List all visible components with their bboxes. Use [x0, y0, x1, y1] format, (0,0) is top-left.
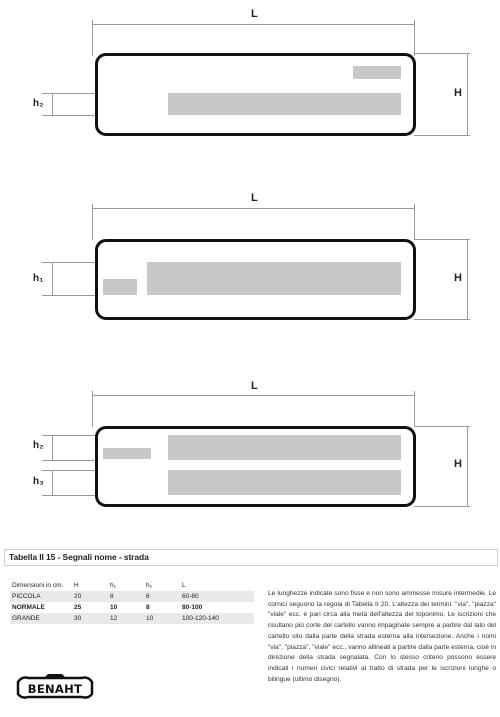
upper-name-placeholder [168, 435, 401, 460]
table-header-row [10, 580, 254, 591]
h-upper-dimension-line [52, 435, 53, 461]
benaht-logo [14, 674, 96, 700]
width-dimension-line [92, 208, 415, 209]
height-dimension-line [467, 53, 468, 136]
name-placeholder [168, 93, 401, 115]
table-row [10, 591, 254, 602]
table-caption-bar [4, 549, 498, 566]
height-label: H [454, 87, 462, 99]
height-dimension-line [467, 239, 468, 320]
table-cell: 80-100 [182, 604, 203, 611]
height-tick-bottom [414, 319, 470, 320]
height-dimension-line [467, 426, 468, 507]
width-tick-right [414, 20, 415, 56]
width-tick-right [414, 204, 415, 240]
table-cell: 8 [146, 604, 150, 611]
table-cell: 12 [108, 613, 144, 624]
width-label: L [251, 8, 258, 20]
table-row [10, 613, 254, 624]
h-upper-label: h₂ [33, 440, 44, 451]
prefix-placeholder [103, 448, 151, 459]
width-tick-left [92, 20, 93, 56]
prefix-placeholder [103, 279, 137, 295]
number-placeholder [353, 66, 401, 79]
h-lower-label: h₃ [33, 476, 44, 487]
table-header-cell: h₁ [110, 582, 116, 589]
table-cell: 6 [144, 591, 180, 602]
height-label: H [454, 458, 462, 470]
table-header-cell: L [182, 582, 186, 589]
width-dimension-line [92, 24, 415, 25]
table-cell: 60-80 [180, 591, 254, 602]
name-placeholder [147, 262, 401, 295]
h-lower-dimension-line [52, 470, 53, 496]
table-header-cell: h₂ [146, 582, 153, 589]
table-cell: 10 [144, 613, 180, 624]
table-header-cell: H [74, 582, 79, 589]
height-label: H [454, 272, 462, 284]
height-tick-top [414, 426, 470, 427]
table-caption: Tabella II 15 - Segnali nome - strada [9, 552, 149, 562]
width-tick-left [92, 204, 93, 240]
table-cell: 10 [110, 604, 118, 611]
table-cell: NORMALE [12, 604, 45, 611]
table-cell: 100-120-140 [180, 613, 254, 624]
h-label: h₂ [33, 98, 44, 109]
height-tick-bottom [414, 506, 470, 507]
width-label: L [251, 380, 258, 392]
table-cell: PICCOLA [10, 591, 72, 602]
height-tick-top [414, 53, 470, 54]
height-tick-top [414, 239, 470, 240]
explanatory-note: Le lunghezze indicate sono fisse e non sono ammesse misure intermedie. Le cornici seguono la regola di Tabella II 20. L'altezza dei termini: "via", "piazza" "viale" ecc. è pari circa alla metà dell'altezza del toponimo. Le iscrizioni che risultano più corte del cartello vanno impaginate sempre a partire dal lato del cartello sito dalla parte della strada esterna alla intersezione. Anche i nomi "via", "piazza", "viale" ecc., vanno allineati a partire dalla parte esterna, cioè in direzione della strada segnalata. Con lo stesso criterio possono essere indicati i numeri civici relativi al tratto di strada per le iscrizioni lunghe o bilingue (ultimo disegno). [268, 590, 496, 683]
lower-name-placeholder [168, 470, 401, 495]
h-label: h₁ [33, 273, 44, 284]
width-dimension-line [92, 395, 415, 396]
h-dimension-line [52, 262, 53, 296]
width-tick-right [414, 391, 415, 427]
table-cell: 30 [72, 613, 108, 624]
height-tick-bottom [414, 135, 470, 136]
width-label: L [251, 192, 258, 204]
width-tick-left [92, 391, 93, 427]
table-header-cell: Dimensioni in cm. [12, 582, 64, 589]
table-cell: 8 [108, 591, 144, 602]
dimensions-table [10, 580, 254, 624]
h-dimension-line [52, 93, 53, 116]
logo-text: BENAHT [27, 682, 83, 696]
table-cell: GRANDE [10, 613, 72, 624]
table-cell: 25 [74, 604, 82, 611]
table-cell: 20 [72, 591, 108, 602]
table-row [10, 602, 254, 613]
